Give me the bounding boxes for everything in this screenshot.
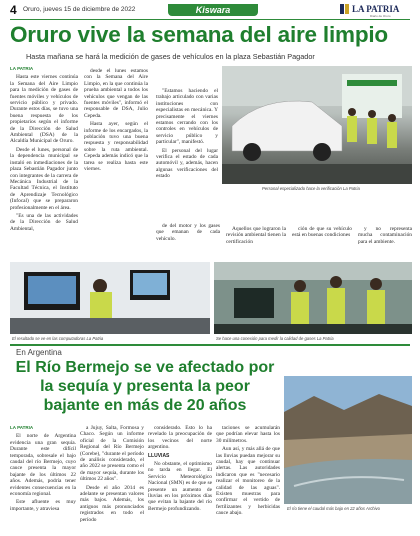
caption-text: El río tiene el caudal más bajo en 22 años: [287, 506, 365, 511]
story2-paragraph: considerado. Esto lo ha revelado la preocupación de los vecinos del norte argentino.: [148, 425, 212, 451]
caption-credit: Archivo: [366, 506, 380, 511]
story1-column-2: [84, 68, 148, 218]
story2-kicker: En Argentina: [16, 348, 62, 357]
story2-paragraph: taciones se acumularán que podrían elevar hasta los 30 milímetros.: [216, 425, 280, 444]
photo-bermejo-river: [284, 376, 412, 504]
photo-caption: [262, 186, 360, 191]
photo-computers: [10, 262, 210, 334]
caption-text: El resultado se ve en las computadoras: [12, 336, 86, 341]
story2-headline: El Río Bermejo se ve afectado por la sequía y presenta la peor bajante en más de 20 años: [15, 359, 275, 414]
issue-date: Oruro, jueves 15 de diciembre de 2022: [23, 6, 136, 13]
story1-paragraph: Hasta ayer, según el informe de los encargados, la población tuvo una buena respuesta y responsabilidad sobre la ruta ambiental. Cepeda además indicó que la tarea se realiza hasta este viernes.: [84, 121, 148, 173]
newspaper-logo-icon: [340, 4, 350, 14]
story2-column-3: [148, 425, 212, 530]
story2-paragraph: El norte de Argentina evidencia una gran sequía. Durante este difícil temporada, sobresale el bajo caudal del río Bermejo, cuyo cauce presenta la mayor bajante de los últimos 22 años. Además, podría tener evidentes consecuencias en la economía regional.: [10, 433, 76, 498]
newspaper-subtitle: Diario de Oruro: [370, 14, 391, 18]
section-name: Kiswara: [195, 5, 231, 15]
story2-subhead: LLUVIAS: [148, 452, 170, 459]
story1-column-6: [292, 226, 352, 258]
story2-paragraph: Este afluente es muy importante, y atraviesa: [10, 499, 76, 512]
story2-paragraph: a Jujuy, Salta, Formosa y Chaco. Según un informe oficial de la Comisión Regional del Río Bermejo (Corebe), "durante el período de análisis considerado, el año 2022 se presenta como el de mayor sequía, durante los últimos 22 años".: [80, 425, 144, 483]
photo-vehicle-inspection-illustration: [222, 66, 412, 184]
story1-paragraph: "Es una de las actividades de la Dirección de Salud Ambiental,: [10, 212, 78, 232]
story2-column-1: [10, 425, 76, 530]
story1-column-1: [10, 66, 78, 251]
page-number: 4: [10, 3, 17, 17]
photo-computers-illustration: [10, 262, 210, 334]
photo-bermejo-river-illustration: [284, 376, 412, 504]
page-header: [10, 4, 410, 18]
section-banner: [168, 4, 258, 16]
story2-paragraph: Aun así, y más allá de que las lluvias puedan mejorar su caudal, hay que continuar alertas. Las autoridades indicaron que es "necesario realizar el monitoreo de la calidad de las aguas". Existen muestras para confirmar el vertido de fertilizantes y herbicidas cauce abajo.: [216, 446, 280, 517]
photo-caption: [216, 336, 334, 341]
story1-paragraph: Hasta este viernes continúa la Semana del Aire Limpio para la medición de gases de fuentes móviles y vehículos de servicio público y privado. Durante estos días, se tuvo una buena respuesta de los propietarios según el informe de la Dirección de Salud Ambiental (DSA) de la Alcaldía Municipal de Oruro.: [10, 74, 78, 145]
caption-credit: La Patria: [343, 186, 360, 191]
photo-gas-connection: [214, 262, 412, 334]
caption-credit: La Patria: [86, 336, 104, 341]
story2-paragraph: Desde el año 2014 es adelante se presentan valores más bajos. Además, los antiguos más pronunciados registrados en todo el período: [80, 484, 144, 523]
newspaper-logo: LA PATRIA: [352, 4, 400, 14]
story1-paragraph: "Estamos haciendo el trabajo articulado con varias instituciones con especialistas en mecánica. Y precisamente el viernes estamos cerrando con los controles en vehículos de servicio público y particular", manifestó.: [156, 88, 218, 146]
story1-paragraph: Desde el lunes, personal de la dependencia municipal se instaló en inmediaciones de la plaza Sebastián Pagador junto con integrantes de la carrera de Mecánica Industrial de la Facultad Técnica, el Instituto de Aprendizaje Tecnológico (Infocal) que se prepararon profesionalmente en el área.: [10, 146, 78, 211]
story1-paragraph: El personal del lugar verifica el estado de cada automóvil y, además, hacen algunas verificaciones del estado: [156, 147, 218, 180]
story1-column-5: [226, 226, 286, 258]
story2-column-2: [80, 425, 144, 530]
story1-paragraph: de del motor y los gases que emanan de cada vehículo.: [156, 223, 220, 242]
story1-column-3: [156, 88, 218, 218]
caption-text: Personal especializado hace la verificación: [262, 186, 342, 191]
story1-paragraph: y no representa mucha contaminación para el ambiente.: [358, 226, 412, 245]
photo-caption: [12, 336, 103, 341]
story2-paragraph: No obstante, el optimismo no tarda en llegar. El Servicio Meteorológico Nacional (SMN) es de que se presente un aumento de lluvias en los próximos días que evitan la bajante del río Bermejo profundizando.: [148, 461, 212, 512]
story2-column-4: [216, 425, 280, 530]
photo-gas-connection-illustration: [214, 262, 412, 334]
story2-byline: LA PATRIA: [10, 425, 34, 430]
main-deck: Hasta mañana se hará la medición de gases de vehículos en la plaza Sebastián Pagador: [26, 52, 315, 61]
header-rule: [10, 19, 410, 20]
photo-caption: [287, 506, 380, 511]
story1-column-7: [358, 226, 412, 258]
story1-paragraph: Aquellos que lograron la revisión ambiental tienen la certificación: [226, 226, 286, 245]
story1-column-4: [156, 223, 220, 259]
main-headline: Oruro vive la semana del aire limpio: [10, 22, 388, 47]
caption-credit: La Patria: [316, 336, 334, 341]
story1-byline: LA PATRIA: [10, 66, 34, 71]
photo-vehicle-inspection: [222, 66, 412, 184]
story1-paragraph: ción de que su vehículo está en buenas condiciones: [292, 226, 352, 239]
story1-paragraph: desde el lunes estamos con la Semana del Aire Limpio, en la que continúa la prueba ambiental a todos los vehículos que vengan de las fuentes móviles", informó el responsable de DSA, Julio Cepeda.: [84, 68, 148, 119]
story-divider: [10, 344, 410, 346]
caption-text: Se hace una conexión para medir la calidad de gases: [216, 336, 316, 341]
